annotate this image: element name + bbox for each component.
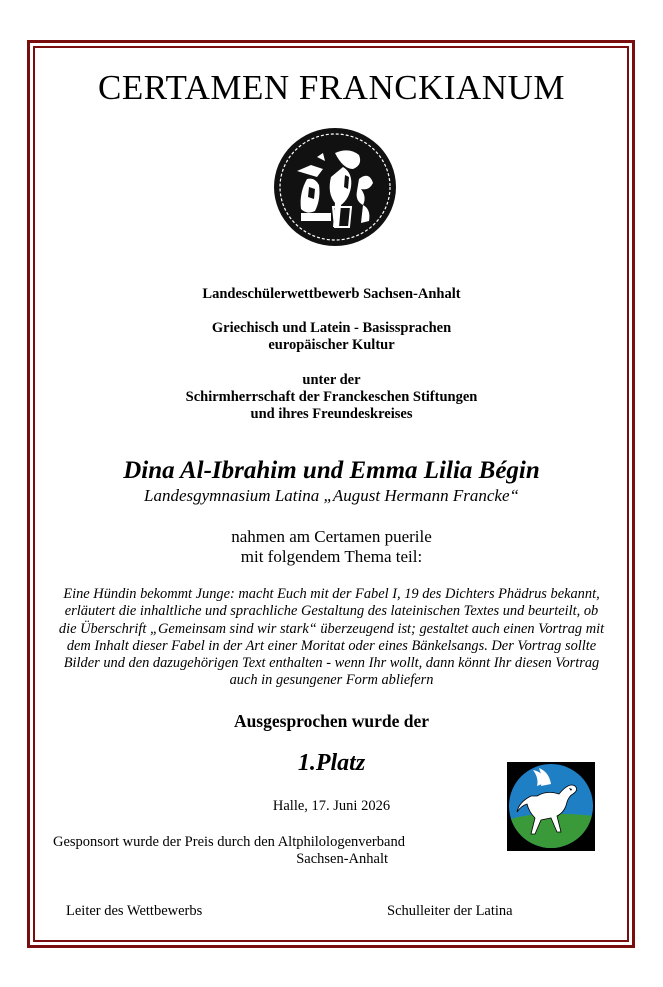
certificate-title: CERTAMEN FRANCKIANUM xyxy=(98,68,565,107)
pegasus-logo-icon xyxy=(507,762,595,851)
ancient-coin-seal-icon xyxy=(273,127,397,247)
awarded-label: Ausgesprochen wurde der xyxy=(233,711,430,731)
sponsor-text xyxy=(53,834,423,868)
sponsor-line2: Sachsen-Anhalt xyxy=(296,851,388,867)
theme-line: dem Inhalt dieser Fabel in der Art einer Moritat oder eines Bänkelsangs. Der Vortrag sollte xyxy=(66,637,597,654)
award-date: Halle, 17. Juni 2026 xyxy=(272,798,391,814)
award-place: 1.Platz xyxy=(297,750,366,776)
recipient-school: Landesgymnasium Latina „August Hermann Francke“ xyxy=(144,486,519,505)
patronage-line2: Schirmherrschaft der Franckeschen Stiftungen xyxy=(185,389,478,405)
theme-line: auch in gesungener Form abliefern xyxy=(229,672,434,689)
theme-description xyxy=(38,586,625,690)
participation-text xyxy=(0,527,663,567)
competition-subject-line1: Griechisch und Latein - Basissprachen xyxy=(211,320,452,336)
patronage-line1: unter der xyxy=(302,372,361,388)
participation-line1: nahmen am Certamen puerile xyxy=(231,527,432,546)
theme-line: erläutert die inhaltliche und sprachliche Gestaltung des lateinischen Textes und beurteilt, ob xyxy=(64,603,599,620)
theme-line: Eine Hündin bekommt Junge: macht Euch mit der Fabel I, 19 des Dichters Phädrus bekannt, xyxy=(63,586,600,602)
signature-label-school-head: Schulleiter der Latina xyxy=(387,903,513,919)
competition-name: Landeschülerwettbewerb Sachsen-Anhalt xyxy=(202,286,461,302)
participation-line2: mit folgendem Thema teil: xyxy=(240,547,423,566)
signature-label-competition-leader: Leiter des Wettbewerbs xyxy=(66,903,203,919)
theme-line: die Überschrift „Gemeinsam sind wir stark“ überzeugend ist; gestaltet auch einen Vortrag mit xyxy=(58,620,605,637)
competition-subject-line2: europäischer Kultur xyxy=(268,337,395,353)
recipient-names: Dina Al-Ibrahim und Emma Lilia Bégin xyxy=(123,457,540,484)
sponsor-line1: Gesponsort wurde der Preis durch den Altphilologenverband xyxy=(53,834,405,850)
theme-line: Bilder und den dazugehörigen Text enthalten - wenn Ihr wollt, dann könnt Ihr diesen Vortrag xyxy=(63,655,600,672)
patronage-line3: und ihres Freundeskreises xyxy=(250,406,413,422)
